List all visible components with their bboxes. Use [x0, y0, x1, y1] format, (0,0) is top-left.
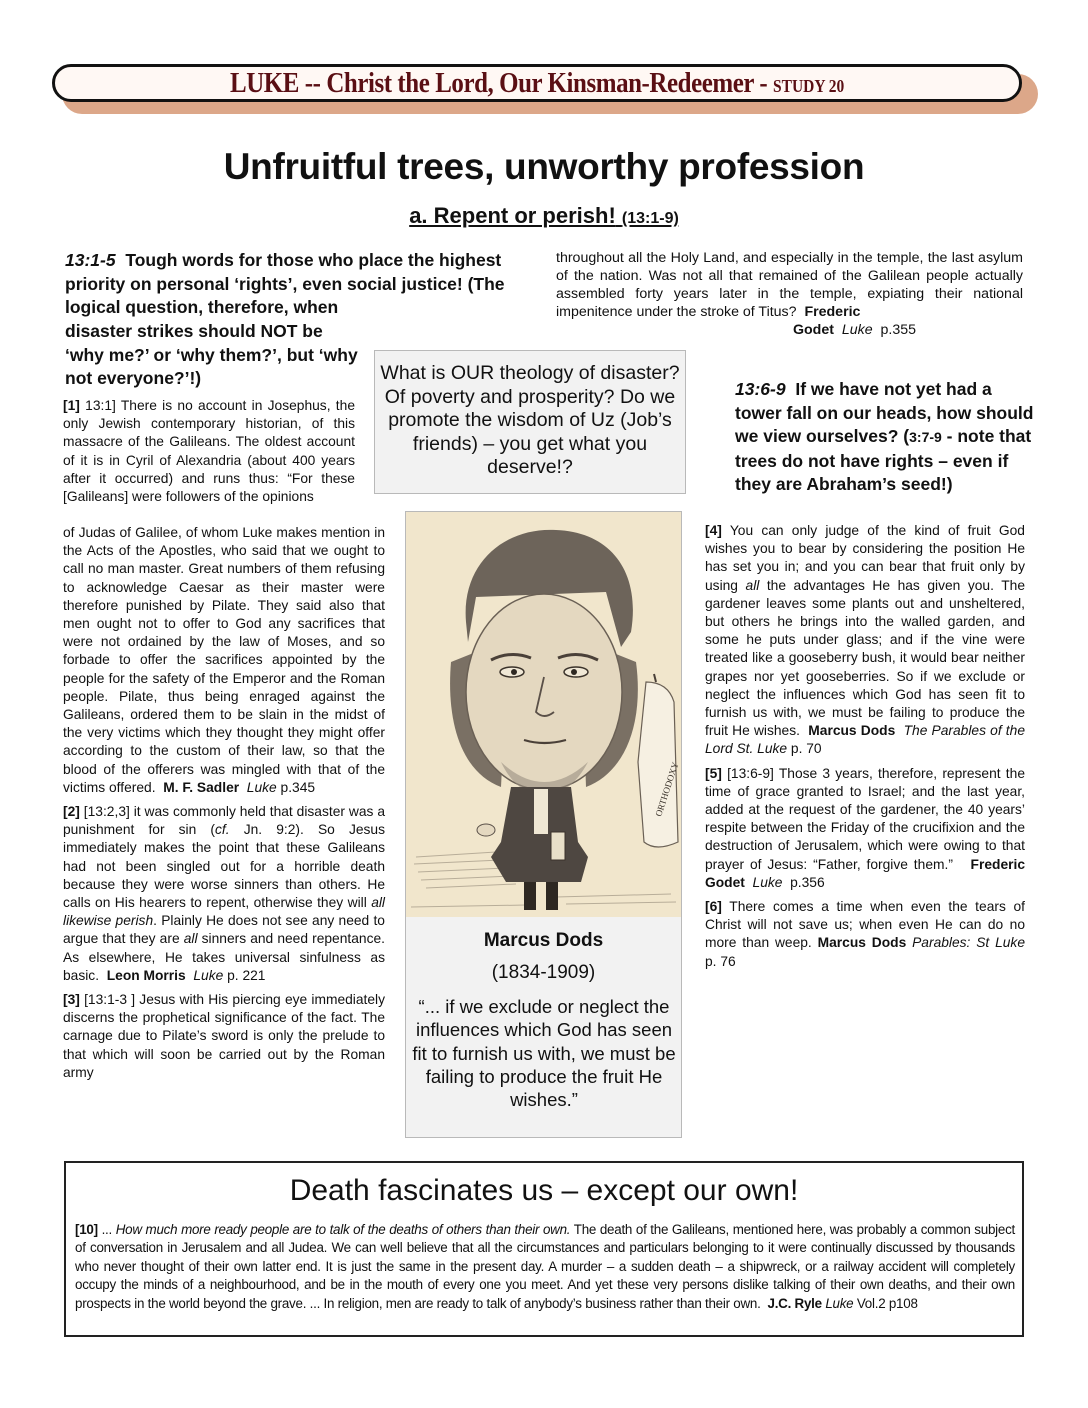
left-notes-column — [63, 524, 385, 1088]
series-banner — [52, 64, 1022, 102]
note-author: Frederic — [804, 304, 861, 320]
lead-ref: 13:6-9 — [735, 379, 786, 399]
note-author: M. F. Sadler — [163, 779, 240, 795]
banner-title-text: LUKE -- Christ the Lord, Our Kinsman-Redeemer - — [229, 66, 773, 99]
note-author: Godet — [792, 322, 834, 338]
note-number: [4] — [705, 523, 722, 538]
note-number: [6] — [705, 899, 722, 915]
note-text: You can only judge of the kind of fruit God wishes you to bear by considering the position He has set you in; and you can bear that fruit only by using — [705, 523, 1025, 593]
right-lead-question — [735, 378, 1035, 497]
note-text: [13:6-9] Those 3 years, therefore, represent the time of grace granted to Israel; and the last year, added at the request of the gardener, the 40 years’ respite between the Friday of the crucifixion and the destruction of Jerusalem, which were owing to that prayer of Jesus: “Father, forgive them.” — [705, 765, 1025, 872]
note-work: Luke — [246, 779, 277, 795]
note-text: sinners and need repentance. As elsewhere, He takes universal sinfulness as basic. — [63, 931, 385, 983]
note-work: Luke — [193, 967, 224, 983]
note-3 — [63, 991, 385, 1082]
lead-paren: ( — [903, 426, 910, 446]
note-page: p. 76 — [705, 953, 736, 969]
section-heading — [0, 203, 1088, 229]
note-page: Vol.2 p108 — [856, 1295, 918, 1311]
lead-text-a: Tough words for those who place the highest priority on personal ‘rights’, even social justice! (The logical question, therefore, when — [65, 250, 505, 317]
note-page: p.345 — [280, 779, 316, 795]
lead-text: - note that trees do not have rights – even if they are Abraham’s seed!) — [735, 426, 1032, 494]
note-work: Luke — [825, 1295, 854, 1311]
right-notes-column — [705, 522, 1025, 977]
lead-text: If we have not yet had a tower fall on our heads, how should we view ourselves? — [735, 379, 1034, 446]
note-citation — [556, 321, 1023, 339]
lead-ref: 13:1-5 — [65, 250, 116, 270]
note-text: ... — [97, 1222, 116, 1237]
note-text: [13:1-3 ] Jesus with His piercing eye immediately discerns the prophetical significance of the fact. The carnage due to Pilate’s sword is only the prelude to that which will soon be carried out by the Roman army — [63, 992, 385, 1080]
note-number: [3] — [63, 992, 80, 1008]
note-author: Marcus Dods — [808, 723, 896, 739]
note-work: Luke — [841, 322, 873, 338]
note-2 — [63, 803, 385, 985]
portrait-image — [406, 512, 681, 917]
lead-small-ref: 3:7-9 — [909, 429, 942, 445]
page-title: Unfruitful trees, unworthy profession — [223, 146, 865, 187]
note-text: throughout all the Holy Land, and especially in the temple, the last asylum of the nation. Was not all that remained of the Galilean people actually assembled forty years later in the temple, expiating their national impenitence under the stroke of Titus? — [556, 250, 1023, 320]
note-6 — [705, 898, 1025, 971]
note-number: [5] — [705, 765, 722, 781]
note-number: [1] — [63, 398, 80, 413]
note-number: [2] — [63, 804, 80, 820]
note-page: p. 221 — [227, 967, 266, 983]
section-heading-text: a. Repent or perish! — [409, 203, 616, 228]
note-text: . Plainly He does not see any need to argue that they are — [63, 913, 385, 947]
note-author: Leon Morris — [106, 967, 186, 983]
portrait-dates: (1834-1909) — [491, 962, 596, 983]
banner-study-number: STUDY 20 — [772, 75, 845, 96]
note-text: Jn. 9:2). So Jesus immediately makes the point that these Galileans had not been singled out for a horrible death because they were worse sinners than others. He calls on His hearers to repent, otherwise they will — [63, 822, 385, 911]
note-italic: all — [183, 931, 198, 947]
note-text: the advantages He has given you. The gardener leaves some plants out and unsheltered, but others he brings into the walled garden, and some he puts under glass; and if the vine were treated like a gooseberry bush, it would bear neither grapes nor yet gooseberries. So if we exclude or neglect the influences which God has seen fit to furnish us with, we must be failing to produce the fruit He wishes. — [705, 577, 1025, 739]
note-text: of Judas of Galilee, of whom Luke makes mention in the Acts of the Apostles, who said that we ought to call no man master. Great numbers of them refusing to acknowledge Caesar as their master were therefore punished by Pilate. They said also that men ought not to offer to God any sacrifices that were not ordained by the law of Moses, and so forbade to offer the sacrifices appointed by the people for the safety of the Emperor and the Roman people. Pilate, thus being enraged against the Galileans, ordered them to be slain in the midst of the very victims which they thought they might offer according to the custom of their law, so that the blood of the offerers was mingled with that of the victims offered. — [63, 525, 385, 795]
note-4 — [705, 522, 1025, 759]
note-1-part-b — [63, 524, 385, 797]
note-author: Marcus Dods — [817, 935, 907, 951]
note-page: p.356 — [790, 874, 825, 890]
note-author: J.C. Ryle — [767, 1295, 822, 1311]
note-work: The Parables of the Lord St. Luke — [705, 723, 1025, 757]
reflection-question-box: What is OUR theology of disaster? Of poverty and prosperity? Do we promote the wisdom of Uz (Job’s friends) – you get what you deserve!? — [374, 350, 686, 494]
note-italic: cf. — [215, 822, 230, 838]
left-lead-question — [65, 249, 525, 320]
note-italic: How much more ready people are to talk of the deaths of others than their own. — [115, 1222, 571, 1237]
bottom-box-title: Death fascinates us – except our own! — [289, 1174, 799, 1207]
note-work: Luke — [752, 874, 783, 890]
note-text: There comes a time when even the tears of Christ will not save us; when even He can do no more than weep. — [705, 899, 1025, 951]
note-text: [13:2,3] it was commonly held that disaster was a punishment for sin ( — [63, 804, 386, 838]
portrait-quote: “... if we exclude or neglect the influences which God has seen fit to furnish us with, we must be failing to produce the fruit He wishes.” — [412, 996, 676, 1111]
note-work: Parables: St Luke — [912, 935, 1025, 951]
note-number: [10] — [75, 1222, 98, 1237]
banner-title — [230, 67, 844, 100]
note-text: 13:1] There is no account in Josephus, the only Jewish contemporary historian, of this massacre of the Galileans. The oldest account of it is in Cyril of Alexandria (about 400 years after it occurred) and runs thus: “For these [Galileans] were followers of the opinions — [63, 398, 355, 505]
portrait-name: Marcus Dods — [483, 930, 604, 951]
caricature-illustration — [406, 512, 681, 917]
note-page: p. 70 — [790, 741, 822, 757]
note-italic: all — [745, 577, 760, 593]
banner-label: ORTHODOXY — [653, 760, 681, 818]
note-5 — [705, 765, 1025, 892]
left-lead-question-cont: disaster strikes should NOT be ‘why me?’ or ‘why them?’, but ‘why not everyone?’!) — [65, 321, 358, 388]
note-italic: all likewise perish — [63, 895, 385, 929]
note-text: The death of the Galileans, mentioned here, was probably a common subject of conversation in Jerusalem and all Judea. We can well believe that all the circumstances and particulars belonging to it were continually discussed by thousands who never thought of their own latter end. It is just the same in the present day. A murder – a sudden death – a shipwreck, or a railway accident will completely occupy the minds of a neighbourhood, and be in the mouth of every one you meet. And yet these very persons dislike talking of their own deaths, and their own prospects in the world beyond the grave. ... In religion, men are ready to talk of anybody’s business rather than their own. — [75, 1222, 1015, 1311]
note-1-part-a — [63, 397, 355, 512]
note-10 — [75, 1221, 1015, 1313]
note-author: Frederic Godet — [705, 856, 1025, 890]
note-page: p.355 — [880, 322, 917, 338]
section-heading-ref: (13:1-9) — [621, 210, 679, 227]
note-3-continuation — [556, 249, 1023, 339]
